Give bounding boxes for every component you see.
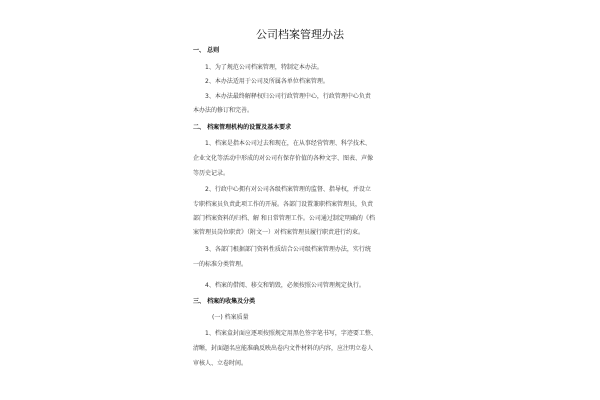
section-heading: 二、 档案管理机构的设置及基本要求	[193, 124, 292, 131]
text-line: 部门档案资料的归档、解 和日常管理工作。公司通过制定明确的《档	[193, 215, 375, 222]
text-line: 本办法的修订和完善。	[193, 107, 254, 114]
document-title: 公司档案管理办法	[256, 28, 344, 41]
text-line: (一) 档案质量	[212, 314, 249, 321]
text-line: 审核人、立卷时间。	[193, 360, 248, 367]
section-heading: 一、 总则	[193, 47, 220, 54]
text-line: 一的标准分类管理。	[193, 261, 248, 268]
section-heading: 三、 档案的收集及分类	[193, 298, 256, 305]
text-line: 等历史记录。	[193, 170, 230, 177]
text-line: 3、各部门根据部门资料性质结合公司级档案管理办法，实行统	[205, 246, 371, 253]
text-line: 4、档案的借阅、移交和销毁，必须按照公司管理规定执行。	[205, 282, 365, 289]
text-line: 2、本办法适用于公司及所属各单位档案管理。	[205, 78, 329, 85]
text-line: 案管理员岗位职责》（附文一）对档案管理员履行职责进行约束。	[193, 229, 365, 236]
text-line: 企业文化等活动中形成的对公司有保存价值的各种文字、图表、声像	[193, 155, 374, 162]
text-line: 1、档案盒封面应逐项按照规定用黑色签字笔书写，字迹要工整、	[205, 330, 377, 337]
text-line: 3、本办法最终解释权归公司行政管理中心，行政管理中心负责	[205, 93, 371, 100]
text-line: 2、行政中心拥有对公司各级档案管理的监督、指导权，并设立	[205, 186, 371, 193]
text-line: 清晰，封面题名应能准确反映出卷内文件材料的内容，应注明立卷人	[193, 345, 374, 352]
text-line: 专职档案员负责此项工作的开展。各部门设置兼职档案管理员，负责	[193, 201, 374, 208]
text-line: 1、为了规范公司档案管理，特制定本办法。	[205, 64, 323, 71]
text-line: 1、档案是指本公司过去和现在，在从事经营管理、科学技术、	[205, 140, 371, 147]
